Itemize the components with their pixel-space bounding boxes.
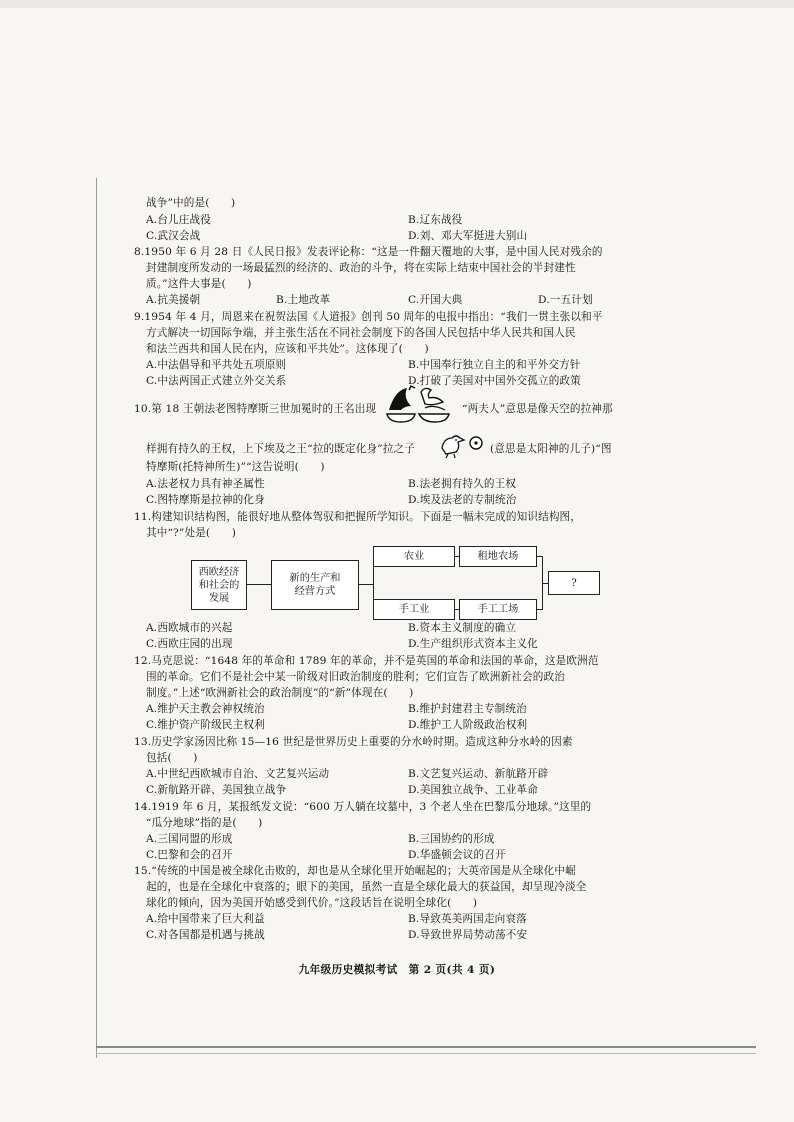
q8-option-c: C.开国大典: [408, 294, 463, 306]
q10-stem-line3: 特摩斯(托特神所生)”“这告说明( ): [146, 461, 325, 473]
q15-stem-line2: 起的，也是在全球化中衰落的；眼下的美国，虽然一直是全球化最大的获益国，却呈现冷淡全: [146, 881, 587, 893]
diagram-connector: [537, 609, 543, 610]
q7-option-a: A.台儿庄战役: [146, 214, 212, 226]
diagram-box1-line1: 西欧经济: [198, 566, 240, 578]
q11-stem-line1: 11.构建知识结构图，能很好地从整体驾驭和把握所学知识。下面是一幅未完成的知识结构图，: [134, 511, 582, 523]
q7-stem: 战争”中的是( ): [146, 197, 236, 209]
q13-stem-line1: 13.历史学家汤因比称 15—16 世纪是世界历史上重要的分水岭时期。造成这种分水岭的因素: [134, 736, 573, 748]
q14-option-c: C.巴黎和会的召开: [146, 849, 233, 861]
diagram-box-handicraft: 手工业: [373, 599, 455, 620]
q10-option-d: D.埃及法老的专制统治: [408, 494, 517, 506]
diagram-box-workshop: 手工工场: [459, 599, 537, 620]
q10-stem-line2a: 样拥有持久的王权，上下埃及之王“拉的既定化身”拉之子: [146, 443, 415, 455]
q9-option-b: B.中国奉行独立自主的和平外交方针: [408, 359, 581, 371]
q9-option-d: D.打破了美国对中国外交孤立的政策: [408, 375, 581, 387]
q14-stem-line2: “瓜分地球”指的是( ): [146, 817, 263, 829]
q10-option-a: A.法老权力具有神圣属性: [146, 478, 265, 490]
diagram-box-unknown: ?: [548, 571, 600, 595]
q12-option-c: C.维护资产阶级民主权利: [146, 719, 265, 731]
bottom-rule: [96, 1046, 756, 1048]
q14-option-b: B.三国协约的形成: [408, 833, 495, 845]
q12-stem-line1: 12.马克思说：“1648 年的革命和 1789 年的革命，并不是英国的革命和法国的革命，这是欧洲范: [134, 655, 599, 667]
q8-option-a: A.抗美援朝: [146, 294, 201, 306]
two-ladies-hieroglyph-icon: [385, 384, 457, 426]
q9-stem-line2: 方式解决一切国际争端，并主张生活在不同社会制度下的各国人民包括中华人民共和国人民: [146, 327, 576, 339]
diagram-box-agriculture: 农业: [373, 546, 455, 567]
q7-option-b: B.辽东战役: [408, 214, 463, 226]
q10-option-c: C.图特摩斯是拉神的化身: [146, 494, 265, 506]
q11-option-b: B.资本主义制度的确立: [408, 622, 517, 634]
q10-stem-line1b: “两夫人”意思是像天空的拉神那: [462, 403, 613, 415]
q15-option-a: A.给中国带来了巨大利益: [146, 913, 265, 925]
bottom-rule-shadow: [96, 1053, 756, 1054]
q8-option-d: D.一五计划: [538, 294, 593, 306]
q14-option-d: D.华盛顿会议的召开: [408, 849, 506, 861]
q12-stem-line2: 围的革命。它们不是社会中某一阶级对旧政治制度的胜利；它们宣告了欧洲新社会的政治: [146, 671, 566, 683]
diagram-box-leased-farm: 租地农场: [459, 546, 537, 567]
q15-stem-line3: 球化的倾向，因为美国开始感受到代价。”这段话旨在说明全球化( ): [146, 897, 478, 909]
diagram-box2-line1: 新的生产和: [289, 573, 341, 584]
q15-option-d: D.导致世界局势动荡不安: [408, 929, 528, 941]
q9-option-a: A.中法倡导和平共处五项原则: [146, 359, 287, 371]
q8-stem-line3: 质。”这件大事是( ): [146, 278, 252, 290]
q12-option-d: D.维护工人阶级政治权利: [408, 719, 528, 731]
q15-stem-line1: 15.“传统的中国是被全球化击败的，却也是从全球化里开始崛起的；大英帝国是从全球化中崛: [134, 865, 576, 877]
q10-option-b: B.法老拥有持久的王权: [408, 478, 517, 490]
q11-option-a: A.西欧城市的兴起: [146, 622, 233, 634]
diagram-box-western-europe: [191, 560, 247, 610]
son-of-ra-hieroglyph-icon: [438, 430, 486, 460]
q13-option-c: C.新航路开辟、美国独立战争: [146, 784, 287, 796]
q8-option-b: B.土地改革: [276, 294, 331, 306]
q13-option-a: A.中世纪西欧城市自治、文艺复兴运动: [146, 768, 330, 780]
diagram-connector: [537, 556, 543, 557]
q10-stem-line1a: 10.第 18 王朝法老图特摩斯三世加冕时的王名出现: [134, 403, 377, 415]
q15-option-c: C.对各国都是机遇与挑战: [146, 929, 265, 941]
q11-stem-line2: 其中“?”处是( ): [146, 527, 236, 539]
q11-option-c: C.西欧庄园的出现: [146, 638, 233, 650]
q13-option-b: B.文艺复兴运动、新航路开辟: [408, 768, 549, 780]
q9-stem-line1: 9.1954 年 4 月，周恩来在祝贺法国《人道报》创刊 50 周年的电报中指出：“我们一贯主张以和平: [134, 311, 603, 323]
q11-option-d: D.生产组织形式资本主义化: [408, 638, 538, 650]
q8-stem-line1: 8.1950 年 6 月 28 日《人民日报》发表评论称：“这是一件翻天覆地的大事，是中国人民对残余的: [134, 246, 603, 258]
q13-option-d: D.美国独立战争、工业革命: [408, 784, 538, 796]
diagram-box1-line2: 和社会的: [198, 579, 240, 591]
q14-option-a: A.三国同盟的形成: [146, 833, 233, 845]
q7-option-d: D.刘、邓大军挺进大别山: [408, 230, 528, 242]
q9-stem-line3: 和法兰西共和国人民在内，应该和平共处”。这体现了( ): [146, 343, 429, 355]
q9-option-c: C.中法两国正式建立外交关系: [146, 375, 287, 387]
q12-option-a: A.维护天主教会神权统治: [146, 703, 265, 715]
diagram-box2-line2: 经营方式: [294, 586, 336, 597]
page-footer: 九年级历史模拟考试 第 2 页(共 4 页): [298, 964, 496, 976]
q14-stem-line1: 14.1919 年 6 月，某报纸发文说：“600 万人躺在坟墓中，3 个老人坐在巴黎瓜分地球。”这里的: [134, 801, 592, 813]
q8-stem-line2: 封建制度所发动的一场最猛烈的经济的、政治的斗争，将在实际上结束中国社会的半封建性: [146, 262, 576, 274]
q12-stem-line3: 制度。”上述“欧洲新社会的政治制度”的“新”体现在( ): [146, 687, 414, 699]
q13-stem-line2: 包括( ): [146, 752, 198, 764]
q7-option-c: C.武汉会战: [146, 230, 201, 242]
diagram-box1-line3: 发展: [208, 592, 230, 604]
q12-option-b: B.维护封建君主专制统治: [408, 703, 527, 715]
q15-option-b: B.导致英美两国走向衰落: [408, 913, 527, 925]
diagram-connector: [359, 584, 373, 585]
diagram-connector: [247, 584, 271, 585]
diagram-box-new-production: [271, 560, 359, 610]
q10-stem-line2b: (意思是太阳神的儿子)“图: [490, 443, 612, 455]
